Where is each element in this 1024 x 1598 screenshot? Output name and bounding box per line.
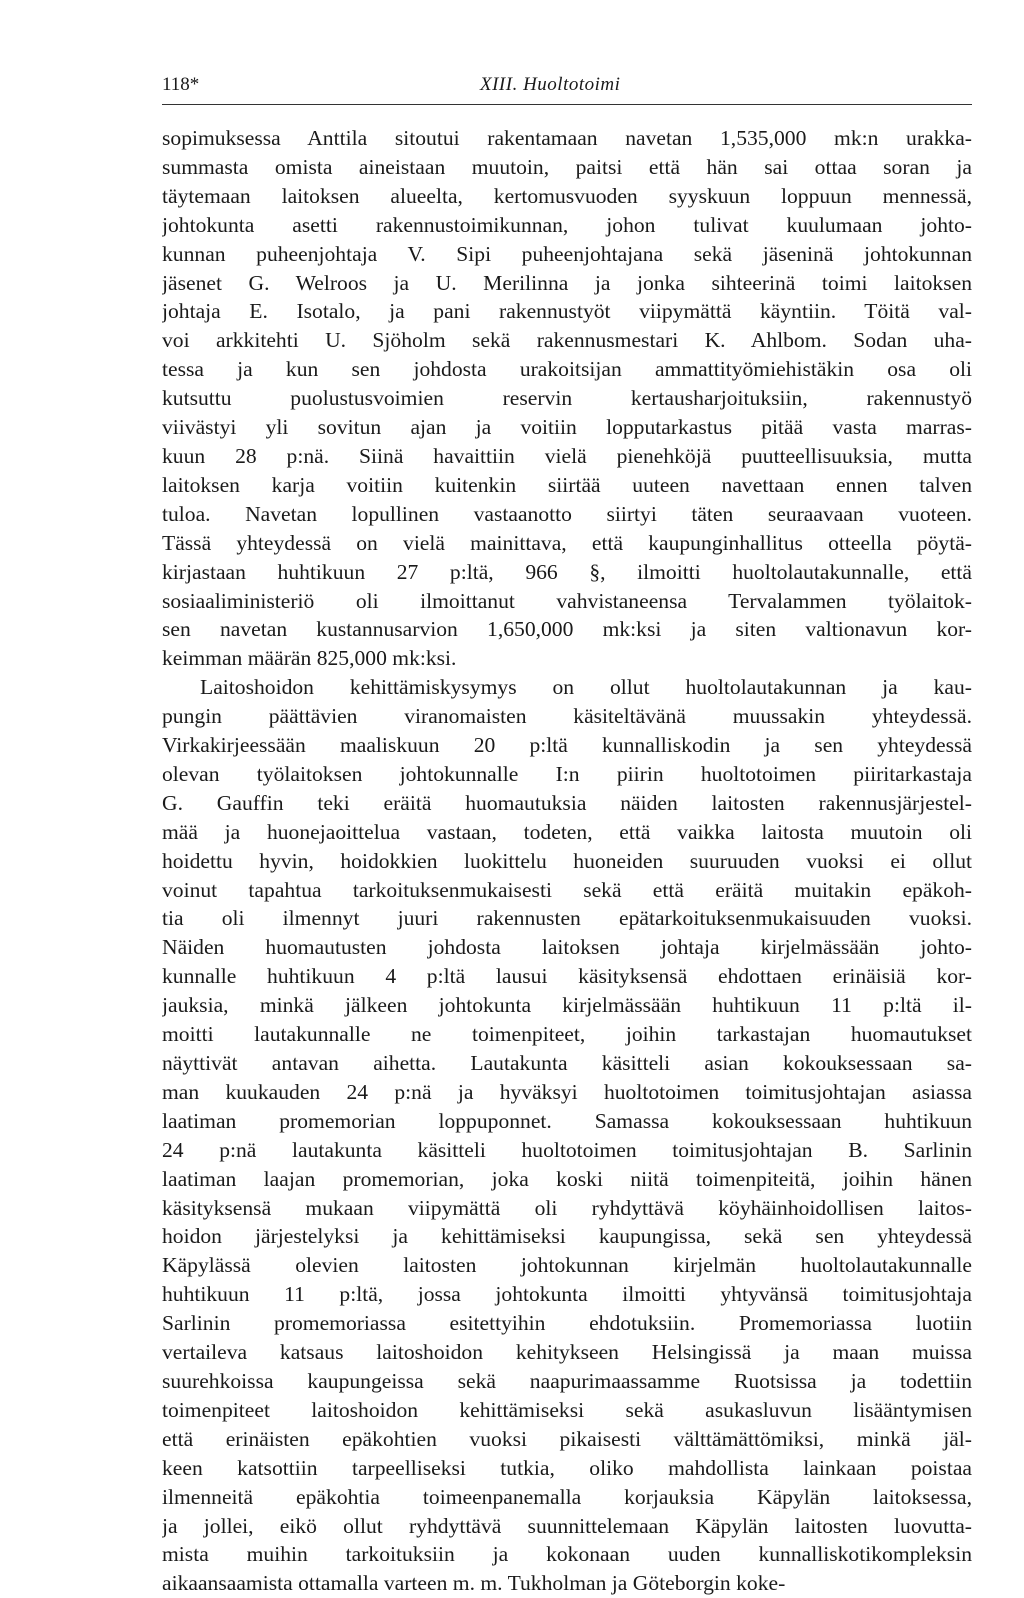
text-line: toimenpiteet laitoshoidon kehittämiseksi sekä asukasluvun lisääntymisen <box>162 1397 972 1422</box>
text-line: tuloa. Navetan lopullinen vastaanotto siirtyi täten seuraavaan vuoteen. <box>162 501 972 526</box>
text-line: suurehkoissa kaupungeissa sekä naapurimaassamme Ruotsissa ja todettiin <box>162 1368 972 1393</box>
text-line: moitti lautakunnalle ne toimenpiteet, joihin tarkastajan huomautukset <box>162 1022 972 1047</box>
text-line: Tässä yhteydessä on vielä mainittava, että kaupunginhallitus otteella pöytä- <box>162 530 972 555</box>
text-line: tessa ja kun sen johdosta urakoitsijan ammattityömiehistäkin osa oli <box>162 357 972 382</box>
text-line: sosiaaliministeriö oli ilmoittanut vahvistaneensa Tervalammen työlaitok- <box>162 588 972 613</box>
text-line: johtaja E. Isotalo, ja pani rakennustyöt viipymättä käyntiin. Töitä val- <box>162 299 972 324</box>
body-text <box>162 124 972 1598</box>
text-line: sen navetan kustannusarvion 1,650,000 mk:ksi ja siten valtionavun kor- <box>162 617 972 642</box>
text-line: mää ja huonejaoittelua vastaan, todeten, että vaikka laitosta muutoin oli <box>162 819 972 844</box>
text-line: hoidettu hyvin, hoidokkien luokittelu huoneiden suuruuden vuoksi ei ollut <box>162 848 972 873</box>
page-header <box>162 70 972 105</box>
text-line: voinut tapahtua tarkoituksenmukaisesti sekä että eräitä muitakin epäkoh- <box>162 877 972 902</box>
text-line: Virkakirjeessään maaliskuun 20 p:ltä kunnalliskodin ja sen yhteydessä <box>162 733 972 758</box>
paragraph-2 <box>162 673 972 1598</box>
text-line: Laitoshoidon kehittämiskysymys on ollut huoltolautakunnan ja kau- <box>200 675 972 700</box>
text-line: kunnalle huhtikuun 4 p:ltä lausui käsityksensä ehdottaen erinäisiä kor- <box>162 964 972 989</box>
text-line: huhtikuun 11 p:ltä, jossa johtokunta ilmoitti yhtyvänsä toimitusjohtaja <box>162 1282 972 1307</box>
text-line: ilmenneitä epäkohtia toimeenpanemalla korjauksia Käpylän laitoksessa, <box>162 1484 972 1509</box>
paragraph-1 <box>162 124 972 673</box>
text-line: jäsenet G. Welroos ja U. Merilinna ja jonka sihteerinä toimi laitoksen <box>162 270 972 295</box>
text-line: man kuukauden 24 p:nä ja hyväksyi huoltotoimen toimitusjohtajan asiassa <box>162 1079 972 1104</box>
text-line: kunnan puheenjohtaja V. Sipi puheenjohtajana sekä jäseninä johtokunnan <box>162 241 972 266</box>
text-line: laatiman promemorian loppuponnet. Samassa kokouksessaan huhtikuun <box>162 1108 972 1133</box>
text-line: keimman määrän 825,000 mk:ksi. <box>162 646 457 671</box>
text-line: kutsuttu puolustusvoimien reservin kertausharjoituksiin, rakennustyö <box>162 386 972 411</box>
text-line: voi arkkitehti U. Sjöholm sekä rakennusmestari K. Ahlbom. Sodan uha- <box>162 328 972 353</box>
text-line: Näiden huomautusten johdosta laitoksen johtaja kirjelmässään johto- <box>162 935 972 960</box>
text-line: käsityksensä mukaan viipymättä oli ryhdyttävä köyhäinhoidollisen laitos- <box>162 1195 972 1220</box>
text-line: mista muihin tarkoituksiin ja kokonaan uuden kunnalliskotikompleksin <box>162 1542 972 1567</box>
running-title: XIII. Huoltotoimi <box>480 74 621 95</box>
text-line: laitoksen karja voitiin kuitenkin siirtää uuteen navettaan ennen talven <box>162 472 972 497</box>
text-line: että erinäisten epäkohtien vuoksi pikaisesti välttämättömiksi, minkä jäl- <box>162 1426 972 1451</box>
text-line: tia oli ilmennyt juuri rakennusten epätarkoituksenmukaisuuden vuoksi. <box>162 906 972 931</box>
text-line: G. Gauffin teki eräitä huomautuksia näiden laitosten rakennusjärjestel- <box>162 790 972 815</box>
text-line: sopimuksessa Anttila sitoutui rakentamaan navetan 1,535,000 mk:n urakka- <box>162 126 972 150</box>
text-line: Sarlinin promemoriassa esitettyihin ehdotuksiin. Promemoriassa luotiin <box>162 1311 972 1336</box>
text-line: pungin päättävien viranomaisten käsiteltävänä muussakin yhteydessä. <box>162 704 972 729</box>
text-line: laatiman laajan promemorian, joka koski niitä toimenpiteitä, joihin hänen <box>162 1166 972 1191</box>
page-number: 118* <box>162 74 200 95</box>
text-line: vertaileva katsaus laitoshoidon kehitykseen Helsingissä ja maan muissa <box>162 1340 972 1365</box>
text-line: summasta omista aineistaan muutoin, paitsi että hän sai ottaa soran ja <box>162 154 972 179</box>
text-line: keen katsottiin tarpeelliseksi tutkia, oliko mahdollista lainkaan poistaa <box>162 1455 972 1480</box>
text-line: Käpylässä olevien laitosten johtokunnan kirjelmän huoltolautakunnalle <box>162 1253 972 1278</box>
text-line: viivästyi yli sovitun ajan ja voitiin lopputarkastus pitää vasta marras- <box>162 415 972 440</box>
text-line: aikaansaamista ottamalla varteen m. m. Tukholman ja Göteborgin koke- <box>162 1571 786 1596</box>
text-line: näyttivät antavan aihetta. Lautakunta käsitteli asian kokouksessaan sa- <box>162 1051 972 1075</box>
text-line: jauksia, minkä jälkeen johtokunta kirjelmässään huhtikuun 11 p:ltä il- <box>162 993 972 1018</box>
text-line: johtokunta asetti rakennustoimikunnan, johon tulivat kuulumaan johto- <box>162 212 972 237</box>
text-line: hoidon järjestelyksi ja kehittämiseksi kaupungissa, sekä sen yhteydessä <box>162 1224 972 1249</box>
text-line: kuun 28 p:nä. Siinä havaittiin vielä pienehköjä puutteellisuuksia, mutta <box>162 443 972 468</box>
text-line: ja jollei, eikö ollut ryhdyttävä suunnittelemaan Käpylän laitosten luovutta- <box>162 1513 972 1538</box>
text-line: kirjastaan huhtikuun 27 p:ltä, 966 §, ilmoitti huoltolautakunnalle, että <box>162 559 972 584</box>
text-line: täytemaan laitoksen alueelta, kertomusvuoden syyskuun loppuun mennessä, <box>162 183 972 208</box>
text-line: olevan työlaitoksen johtokunnalle I:n piirin huoltotoimen piiritarkastaja <box>162 761 972 786</box>
text-line: 24 p:nä lautakunta käsitteli huoltotoimen toimitusjohtajan B. Sarlinin <box>162 1137 972 1162</box>
